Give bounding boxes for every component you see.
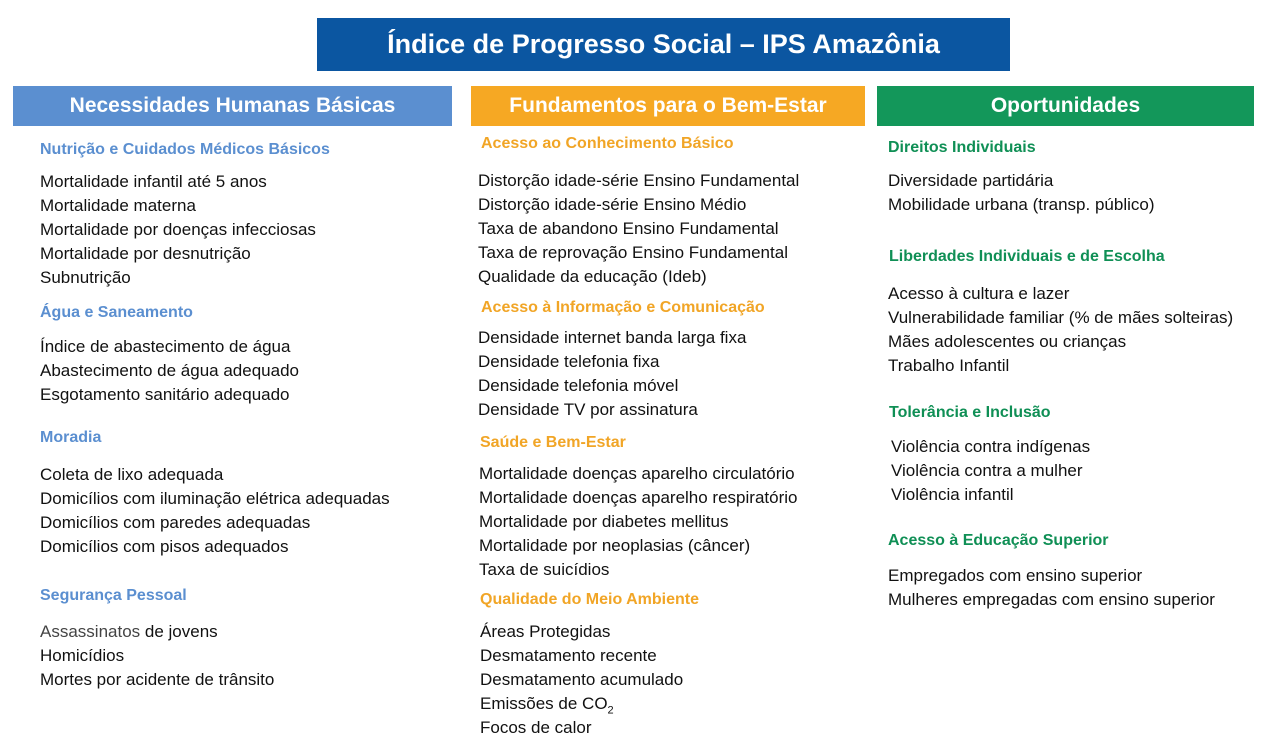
section-title: Nutrição e Cuidados Médicos Básicos [40, 141, 330, 158]
list-item: Esgotamento sanitário adequado [40, 385, 290, 404]
section-title: Água e Saneamento [40, 304, 193, 321]
list-item: Domicílios com paredes adequadas [40, 513, 311, 532]
section-title: Qualidade do Meio Ambiente [480, 591, 699, 608]
list-item: Violência contra indígenas [891, 437, 1091, 456]
section-title: Liberdades Individuais e de Escolha [889, 248, 1165, 265]
list-item: Densidade telefonia móvel [478, 376, 679, 395]
list-item: Densidade telefonia fixa [478, 352, 660, 371]
list-item: Distorção idade-série Ensino Médio [478, 195, 747, 214]
list-item: Diversidade partidária [888, 171, 1054, 190]
list-item: Mortalidade por desnutrição [40, 244, 251, 263]
section-title: Direitos Individuais [888, 139, 1036, 156]
list-item: Domicílios com pisos adequados [40, 537, 289, 556]
list-item: Empregados com ensino superior [888, 566, 1143, 585]
list-item: Distorção idade-série Ensino Fundamental [478, 171, 800, 190]
list-item: Mortes por acidente de trânsito [40, 670, 275, 689]
list-item: Mortalidade por diabetes mellitus [479, 512, 729, 531]
list-item: Taxa de reprovação Ensino Fundamental [478, 243, 788, 262]
list-item: Mães adolescentes ou crianças [888, 332, 1127, 351]
list-item: Índice de abastecimento de água [40, 337, 291, 356]
list-item: Mortalidade infantil até 5 anos [40, 172, 267, 191]
list-item: Mortalidade materna [40, 196, 196, 215]
list-item: Desmatamento acumulado [480, 670, 684, 689]
list-item: Mulheres empregadas com ensino superior [888, 590, 1215, 609]
list-item: Homicídios [40, 646, 125, 665]
list-item: Focos de calor [480, 718, 592, 737]
list-item: Violência contra a mulher [891, 461, 1083, 480]
section-title: Acesso à Informação e Comunicação [481, 299, 765, 316]
list-item: Trabalho Infantil [888, 356, 1010, 375]
list-item: Mortalidade por neoplasias (câncer) [479, 536, 751, 555]
list-item: Qualidade da educação (Ideb) [478, 267, 707, 286]
list-item: Áreas Protegidas [480, 622, 611, 641]
list-item [40, 622, 218, 642]
section-title: Tolerância e Inclusão [889, 404, 1051, 421]
column-header-wellbeing: Fundamentos para o Bem-Estar [471, 86, 865, 126]
list-item: Mobilidade urbana (transp. público) [888, 195, 1155, 214]
section-title: Segurança Pessoal [40, 587, 187, 604]
list-item: Subnutrição [40, 268, 131, 287]
list-item: Taxa de suicídios [479, 560, 610, 579]
page-title: Índice de Progresso Social – IPS Amazônia [317, 18, 1010, 71]
section-title: Acesso ao Conhecimento Básico [481, 135, 734, 152]
list-item: Taxa de abandono Ensino Fundamental [478, 219, 779, 238]
list-item [480, 694, 614, 720]
list-item: Violência infantil [891, 485, 1014, 504]
section-title: Moradia [40, 429, 102, 446]
subscript: 2 [607, 704, 614, 717]
list-item: Densidade internet banda larga fixa [478, 328, 747, 347]
column-header-opportunities: Oportunidades [877, 86, 1254, 126]
list-item: Desmatamento recente [480, 646, 657, 665]
list-item: Domicílios com iluminação elétrica adequadas [40, 489, 390, 508]
column-header-basic-needs: Necessidades Humanas Básicas [13, 86, 452, 126]
list-item: Mortalidade por doenças infecciosas [40, 220, 316, 239]
section-title: Acesso à Educação Superior [888, 532, 1109, 549]
list-item: Abastecimento de água adequado [40, 361, 299, 380]
list-item: Acesso à cultura e lazer [888, 284, 1070, 303]
list-item: Densidade TV por assinatura [478, 400, 698, 419]
list-item-part: de jovens [140, 622, 218, 641]
list-item: Mortalidade doenças aparelho respiratório [479, 488, 798, 507]
list-item: Mortalidade doenças aparelho circulatório [479, 464, 795, 483]
list-item-part: Emissões de CO [480, 694, 608, 713]
section-title: Saúde e Bem-Estar [480, 434, 626, 451]
list-item-part: Assassinatos [40, 622, 141, 641]
list-item: Coleta de lixo adequada [40, 465, 224, 484]
list-item: Vulnerabilidade familiar (% de mães solteiras) [888, 308, 1234, 327]
